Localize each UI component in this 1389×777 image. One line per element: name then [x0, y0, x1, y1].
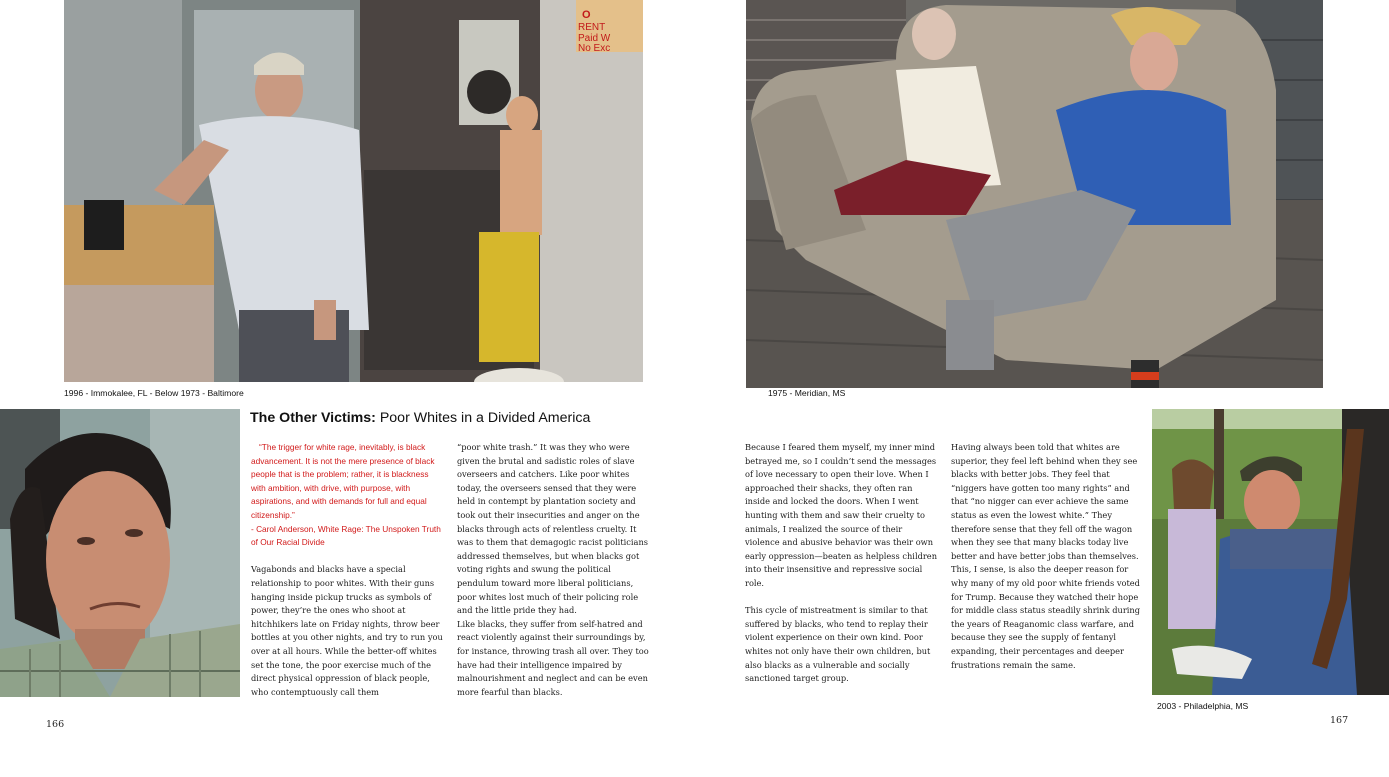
photo-meridian-couch	[746, 0, 1323, 388]
article-title-bold: The Other Victims:	[250, 410, 376, 426]
body-paragraph: This, I sense, is also the deeper reason for why many of my old poor white friends voted for Trump. Because they watched their hope for middle class status steadily shrink during the years of Reaganomic class warfare, and because they see the supply of fentanyl expanding, their percentages and deeper frustrations remain the same.	[951, 564, 1141, 670]
text-column-3	[745, 441, 939, 686]
body-paragraph: Vagabonds and blacks have a special relationship to poor whites. With their guns hanging inside pickup trucks as symbols of power, they’re the ones who shoot at hitchhikers late on Friday nights, throw beer bottles at you other nights, and try to run you over at all hours. While the better-off whites set the tone, the poor exercise much of the direct physical oppression of black people, who contemptuously call them	[251, 564, 443, 697]
svg-text:Paid W: Paid W	[578, 33, 611, 44]
article-title	[250, 410, 590, 426]
body-paragraph: Because I feared them myself, my inner mind betrayed me, so I couldn’t send the messages of love necessary to open their love. When I approached their shacks, they often ran inside and locked the doors. When I went hunting with them and saw their cruelty to animals, I realized the source of their violence and abusive behavior was their own early oppression—beaten as helpless children into their insensitive and repressive social role.	[745, 442, 938, 588]
photo-immokalee-porch	[64, 0, 643, 382]
page-number-left: 166	[46, 719, 65, 730]
page-number-right: 167	[1330, 715, 1349, 726]
epigraph-source: - Carol Anderson, White Rage: The Unspoken Truth of Our Racial Divide	[251, 523, 441, 548]
body-paragraph: “poor white trash.” It was they who were given the brutal and sadistic roles of slave overseers and catchers. Like poor whites today, the overseers sensed that they were held in contempt by plantation society and took out their insecurities and anger on the blacks through acts of relentless cruelty. It was to them that demagogic racist politicians addressed themselves, but when blacks got voting rights and swung the political pendulum toward more liberal politicians, poor whites lost much of their policing role and the little pride they had.	[457, 442, 648, 616]
body-paragraph: Having always been told that whites are superior, they feel left behind when they see blacks with better jobs. They feel that “niggers have gotten too many rights” and that “no nigger can ever achieve the same status as even the lowest white.” They therefore sense that they fell off the wagon when they see that many blacks today live better and have better jobs than themselves.	[951, 442, 1139, 561]
text-column-2	[457, 441, 650, 699]
svg-text:No Exc: No Exc	[578, 43, 611, 54]
epigraph-quote: “The trigger for white rage, inevitably, is black advancement. It is not the mere presence of black people that is the problem; rather, it is blackness with ambition, with drive, with purpose, with aspirations, and with demands for full and equal citizenship.”	[251, 442, 435, 520]
photo-caption-left-top: 1996 - Immokalee, FL - Below 1973 - Baltimore	[64, 388, 244, 398]
photo-philadelphia-hunter	[1152, 409, 1389, 695]
photo-caption-right-side: 2003 - Philadelphia, MS	[1157, 701, 1249, 711]
text-column-1	[251, 441, 444, 699]
photo-portrait-man	[0, 409, 240, 697]
photo-caption-right-top: 1975 - Meridian, MS	[768, 388, 846, 398]
body-paragraph: This cycle of mistreatment is similar to that suffered by blacks, who tend to replay their violent experience on their own kind. Poor whites not only have their own children, but also blacks as a vulnerable and socially sanctioned target group.	[745, 605, 931, 684]
svg-text:RENT: RENT	[578, 22, 606, 33]
body-paragraph: Like blacks, they suffer from self-hatred and react violently against their surroundings by, for instance, throwing trash all over. They too have had their intelligence impaired by malnourishment and neglect and can be even more fearful than blacks.	[457, 618, 649, 697]
text-column-4	[951, 441, 1144, 672]
svg-text:O: O	[582, 9, 591, 21]
article-title-rest: Poor Whites in a Divided America	[375, 410, 591, 426]
